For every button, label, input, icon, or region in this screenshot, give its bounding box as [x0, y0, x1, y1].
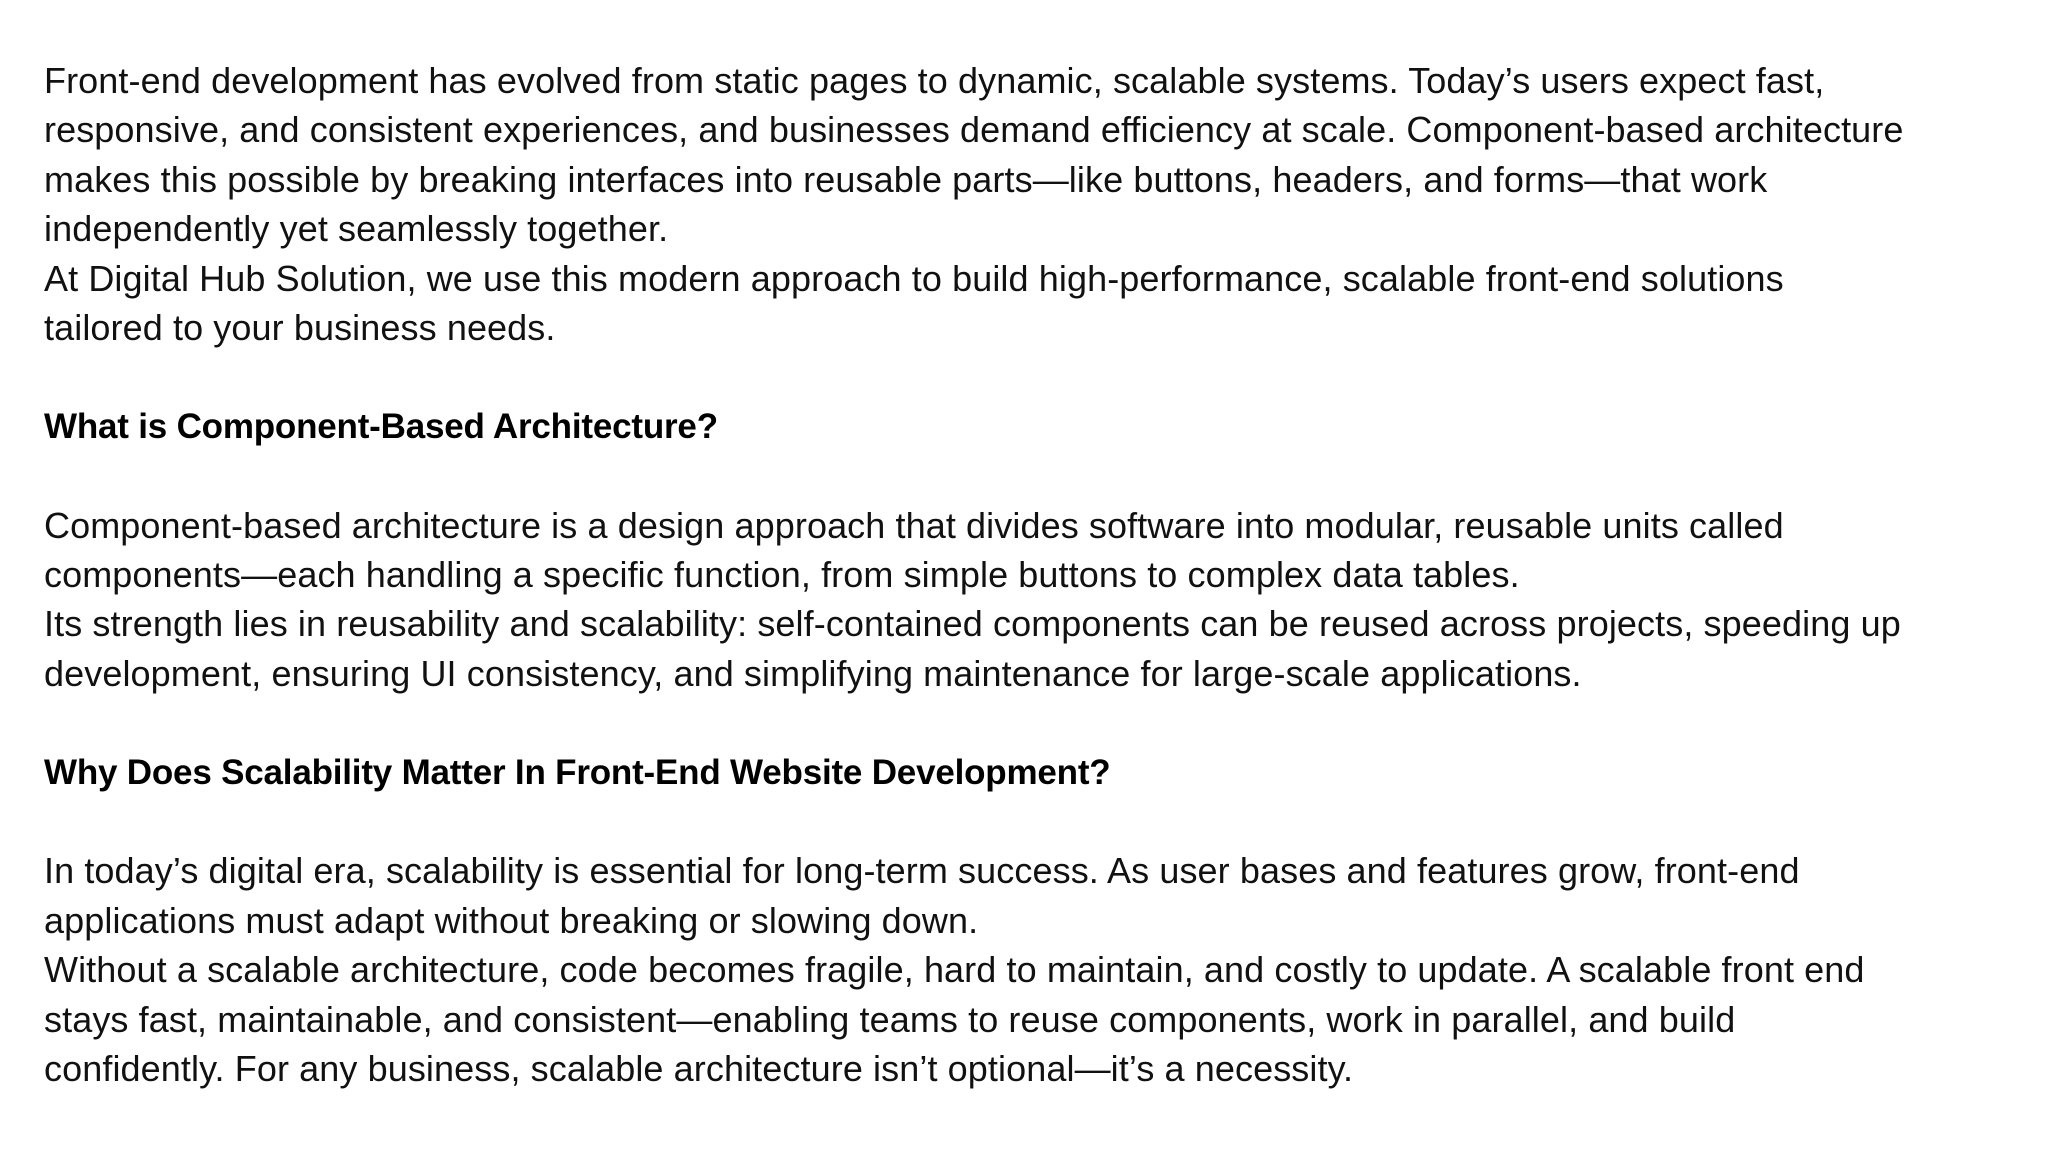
body-line: components—each handling a specific function, from simple buttons to complex data tables.: [44, 554, 1520, 596]
intro-line: At Digital Hub Solution, we use this modern approach to build high-performance, scalable front-end solutions: [44, 257, 1784, 299]
body-line: development, ensuring UI consistency, and simplifying maintenance for large-scale applications.: [44, 652, 1582, 694]
body-line: In today’s digital era, scalability is essential for long-term success. As user bases and features grow, front-end: [44, 850, 1800, 892]
intro-line: Front-end development has evolved from static pages to dynamic, scalable systems. Today’s users expect fast,: [44, 60, 1825, 101]
body-line: confidently. For any business, scalable architecture isn’t optional—it’s a necessity.: [44, 1048, 1354, 1090]
paragraph-spacer: [44, 797, 2024, 846]
intro-line: independently yet seamlessly together.: [44, 208, 669, 250]
intro-line: tailored to your business needs.: [44, 307, 556, 349]
body-line: stays fast, maintainable, and consistent—enabling teams to reuse components, work in parallel, and build: [44, 998, 1736, 1040]
section-heading-scalability: Why Does Scalability Matter In Front-End Website Development?: [44, 752, 1111, 792]
intro-line: makes this possible by breaking interfaces into reusable parts—like buttons, headers, and forms—that work: [44, 158, 1768, 200]
body-line: Component-based architecture is a design approach that divides software into modular, reusable units called: [44, 504, 1784, 546]
section-component-architecture-body: [44, 501, 2024, 699]
paragraph-spacer: [44, 451, 2024, 500]
intro-section: [44, 56, 2024, 352]
paragraph-spacer: [44, 352, 2024, 401]
body-line: applications must adapt without breaking or slowing down.: [44, 899, 979, 941]
intro-line: responsive, and consistent experiences, and businesses demand efficiency at scale. Component-based architecture: [44, 109, 1904, 151]
body-line: Without a scalable architecture, code becomes fragile, hard to maintain, and costly to update. A scalable front end: [44, 949, 1865, 991]
paragraph-spacer: [44, 698, 2024, 747]
section-scalability-body: [44, 846, 2024, 1093]
article-body: [44, 56, 2024, 1093]
section-heading-component-architecture: What is Component-Based Architecture?: [44, 406, 718, 446]
body-line: Its strength lies in reusability and scalability: self-contained components can be reused across projects, speeding up: [44, 603, 1901, 645]
